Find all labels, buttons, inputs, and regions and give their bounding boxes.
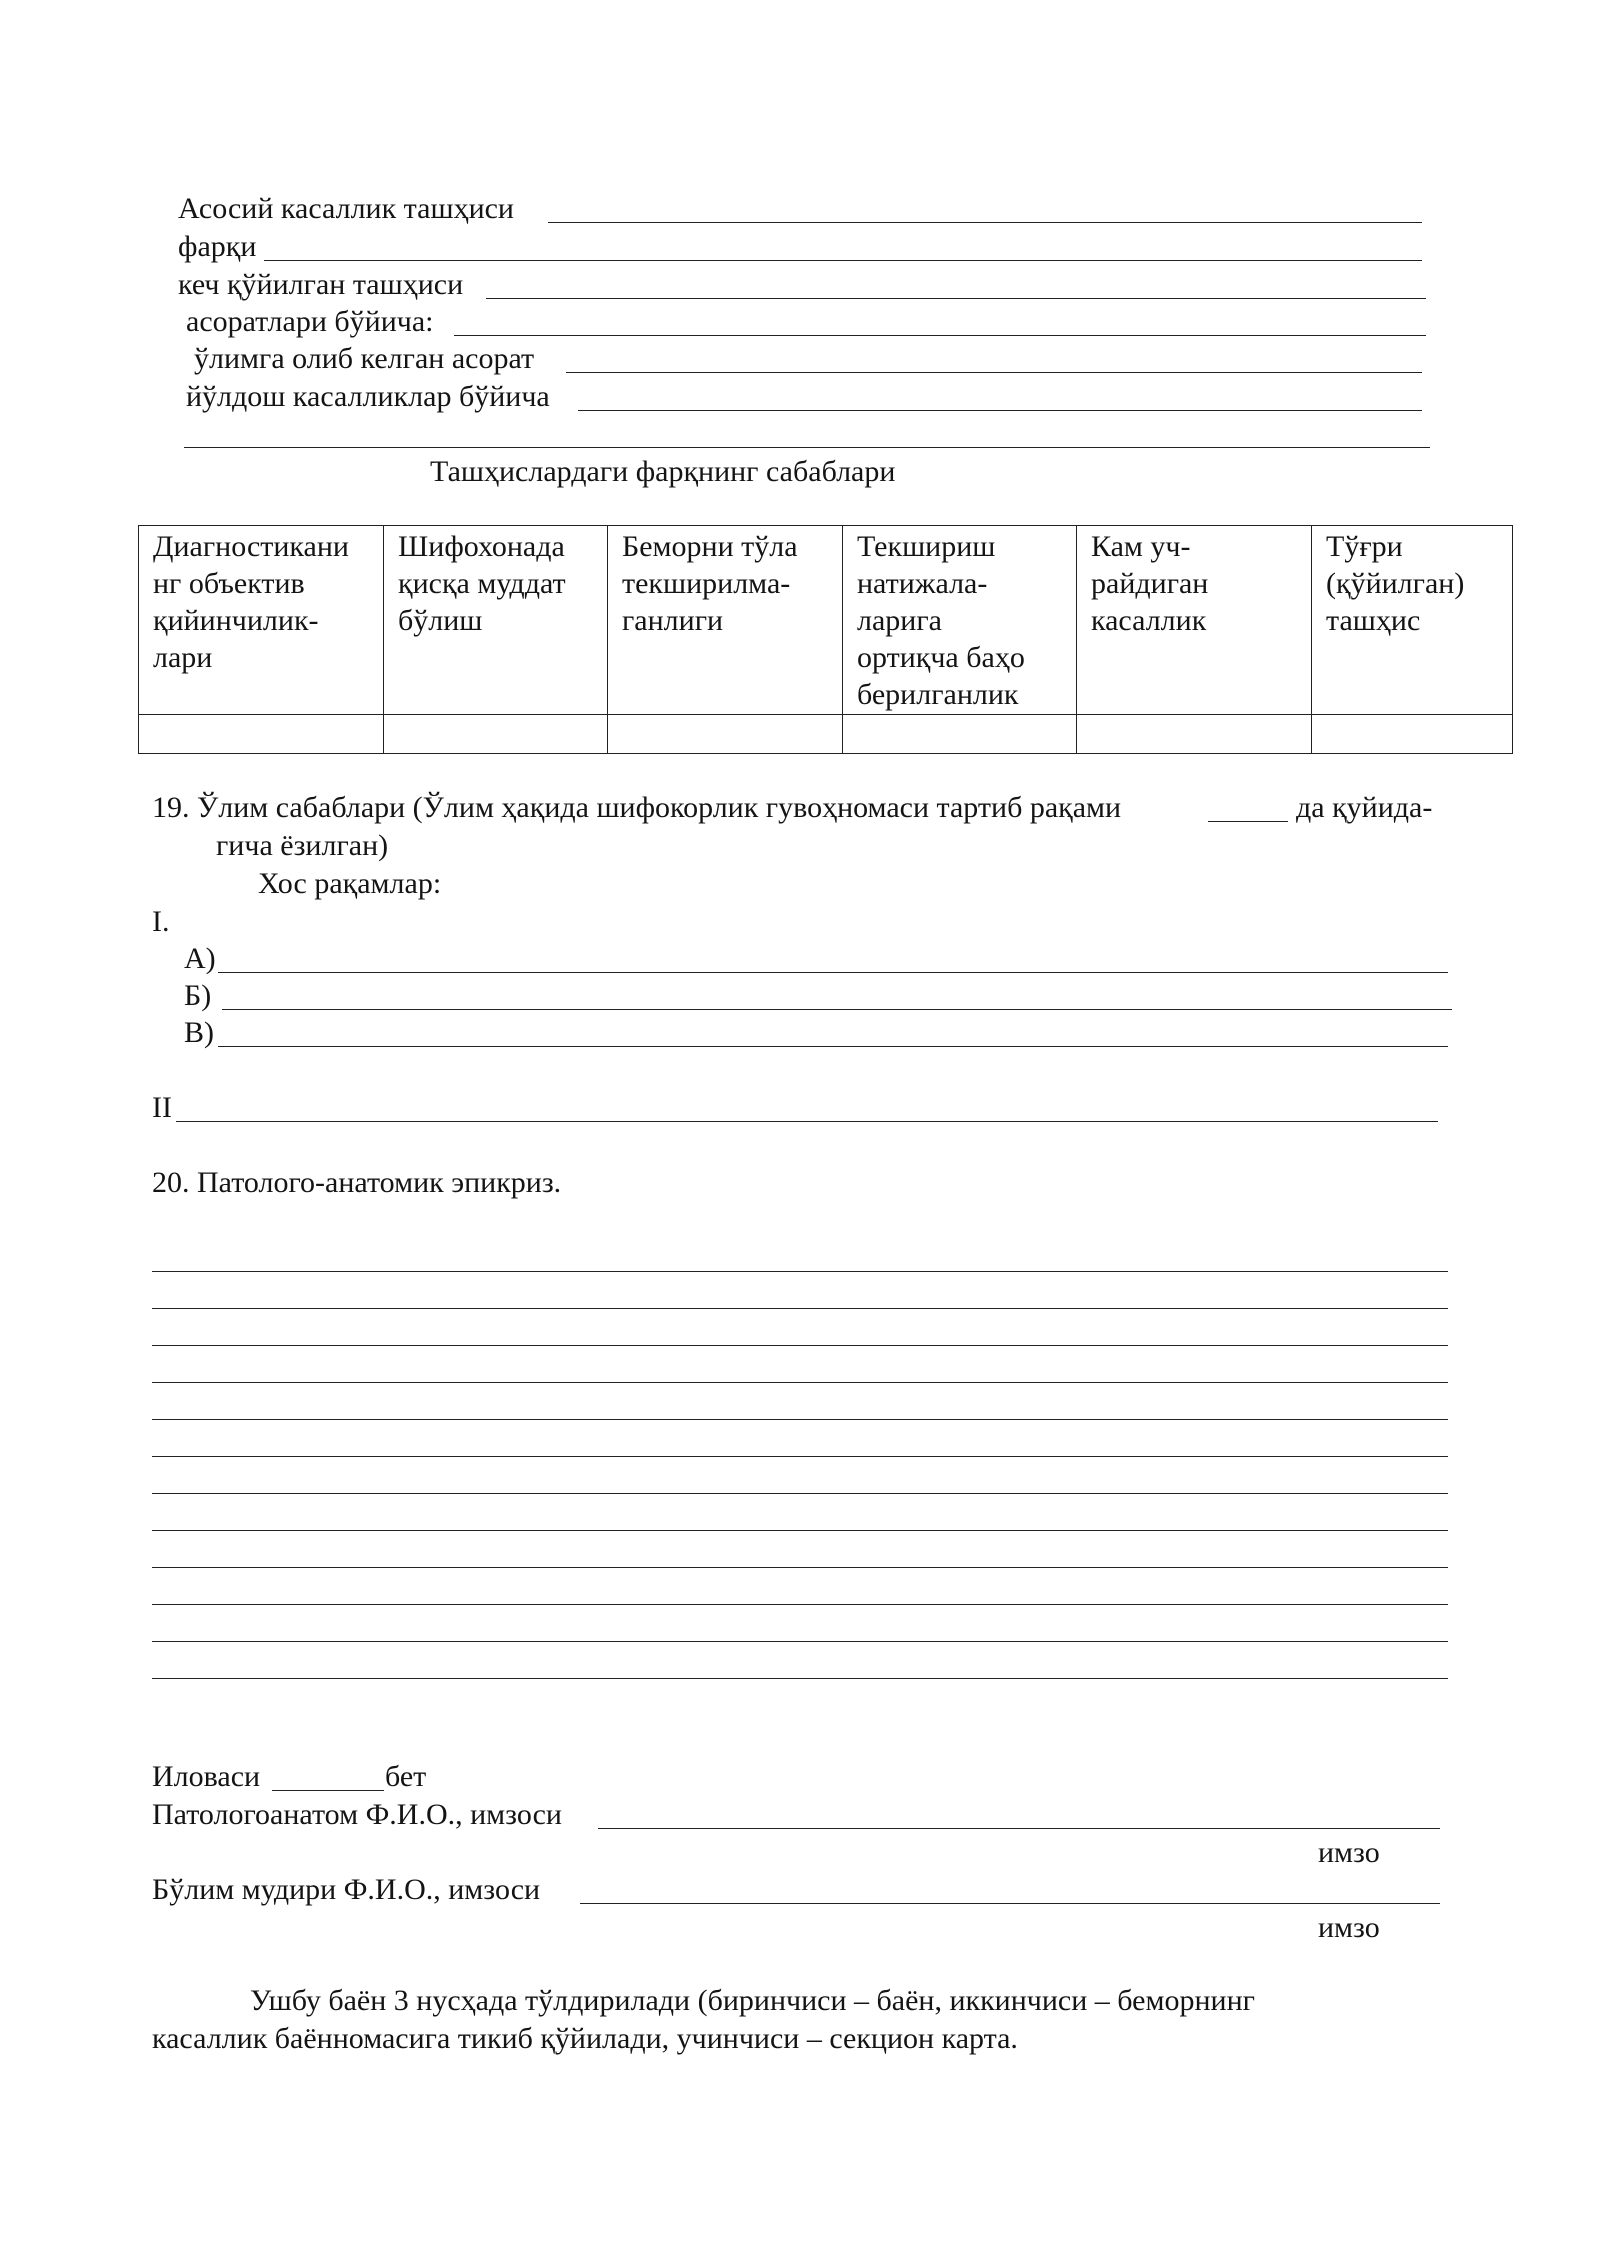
cause-a-label: А)	[184, 942, 216, 975]
table-input-row	[139, 715, 1513, 754]
table-cell[interactable]	[384, 715, 608, 754]
epicrisis-line[interactable]	[152, 1382, 1448, 1383]
concomitant-diseases-label: йўлдош касалликлар бўйича	[186, 380, 550, 413]
section-20-heading: 20. Патолого-анатомик эпикриз.	[152, 1166, 562, 1199]
main-diagnosis-field[interactable]	[548, 222, 1422, 223]
part-2-label: II	[152, 1091, 172, 1124]
extra-diagnosis-field[interactable]	[184, 447, 1430, 448]
complications-label: асоратлари бўйича:	[186, 305, 434, 338]
pathologist-signature-field[interactable]	[598, 1828, 1440, 1829]
department-head-label: Бўлим мудири Ф.И.О., имзоси	[152, 1873, 541, 1906]
concomitant-diseases-field[interactable]	[578, 410, 1422, 411]
department-head-signature-field[interactable]	[580, 1903, 1440, 1904]
epicrisis-line[interactable]	[152, 1604, 1448, 1605]
signature-caption-2: имзо	[1318, 1911, 1380, 1944]
epicrisis-line[interactable]	[152, 1419, 1448, 1420]
part-1-label: I.	[152, 905, 170, 938]
header-overestimated-results: Текшириш натижала- ларига ортиқча баҳо берилганлик	[843, 526, 1077, 715]
specific-codes-label: Хос рақамлар:	[258, 867, 442, 900]
header-correct-diagnosis: Тўғри (қўйилган) ташҳис	[1312, 526, 1513, 715]
late-diagnosis-label: кеч қўйилган ташҳиси	[178, 268, 464, 301]
part-2-field[interactable]	[176, 1121, 1438, 1122]
cause-c-label: В)	[184, 1016, 214, 1049]
difference-field[interactable]	[264, 260, 1422, 261]
appendix-label: Иловаси	[152, 1760, 261, 1793]
footer-note-line-1: Ушбу баён 3 нусҳада тўлдирилади (биринчиси – баён, иккинчиси – беморнинг	[250, 1984, 1255, 2017]
difference-label: фарқи	[178, 230, 257, 263]
pathologist-label: Патологоанатом Ф.И.О., имзоси	[152, 1798, 562, 1831]
section-19-heading-end: да қуйида-	[1296, 791, 1433, 824]
table-cell[interactable]	[843, 715, 1077, 754]
table-title: Ташҳислардаги фарқнинг сабаблари	[430, 455, 896, 488]
epicrisis-line[interactable]	[152, 1308, 1448, 1309]
appendix-suffix: бет	[385, 1760, 427, 1793]
table-cell[interactable]	[139, 715, 384, 754]
epicrisis-line[interactable]	[152, 1493, 1448, 1494]
table-cell[interactable]	[1312, 715, 1513, 754]
header-incomplete-exam: Беморни тўла текширилма- ганлиги	[608, 526, 843, 715]
discrepancy-reasons-table	[138, 525, 1513, 754]
epicrisis-line[interactable]	[152, 1641, 1448, 1642]
epicrisis-line[interactable]	[152, 1345, 1448, 1346]
cause-a-field[interactable]	[218, 972, 1448, 973]
main-diagnosis-label: Асосий касаллик ташҳиси	[178, 192, 514, 225]
epicrisis-line[interactable]	[152, 1271, 1448, 1272]
header-objective-difficulties: Диагностикани нг объектив қийинчилик- лари	[139, 526, 384, 715]
table-cell[interactable]	[608, 715, 843, 754]
epicrisis-line[interactable]	[152, 1678, 1448, 1679]
cause-b-field[interactable]	[222, 1009, 1452, 1010]
fatal-complication-label: ўлимга олиб келган асорат	[194, 342, 535, 375]
epicrisis-line[interactable]	[152, 1567, 1448, 1568]
cause-c-field[interactable]	[218, 1046, 1448, 1047]
section-19-heading-cont: гича ёзилган)	[216, 829, 389, 862]
header-rare-disease: Кам уч- райдиган касаллик	[1077, 526, 1312, 715]
fatal-complication-field[interactable]	[566, 372, 1422, 373]
table-header-row	[139, 526, 1513, 715]
cause-b-label: Б)	[184, 979, 212, 1012]
footer-note-line-2: касаллик баённомасига тикиб қўйилади, учинчиси – секцион карта.	[152, 2022, 1018, 2055]
header-short-stay: Шифохонада қисқа муддат бўлиш	[384, 526, 608, 715]
complications-field[interactable]	[454, 335, 1426, 336]
table-cell[interactable]	[1077, 715, 1312, 754]
appendix-pages-field[interactable]	[272, 1790, 384, 1791]
certificate-number-field[interactable]	[1208, 821, 1288, 822]
epicrisis-line[interactable]	[152, 1530, 1448, 1531]
signature-caption-1: имзо	[1318, 1836, 1380, 1869]
section-19-heading: 19. Ўлим сабаблари (Ўлим ҳақида шифокорлик гувоҳномаси тартиб рақами	[152, 791, 1122, 824]
late-diagnosis-field[interactable]	[486, 298, 1426, 299]
epicrisis-line[interactable]	[152, 1456, 1448, 1457]
